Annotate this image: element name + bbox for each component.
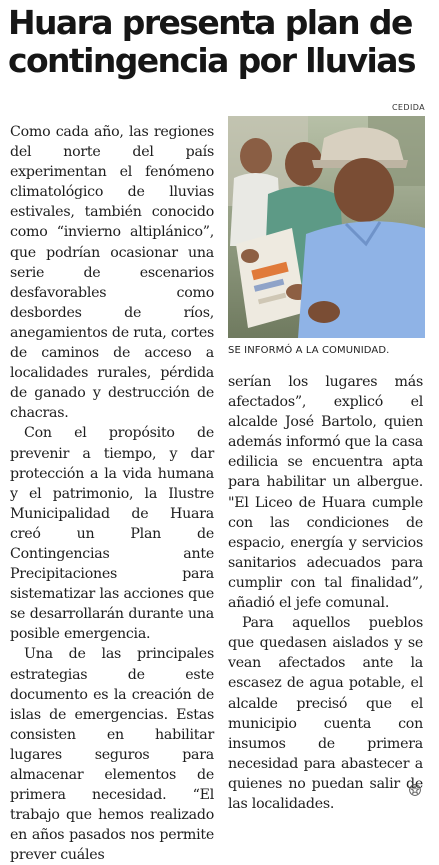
article-column-1 <box>10 122 214 865</box>
article-column-2 <box>228 372 423 814</box>
paragraph: Una de las principales estrategias de este documento es la creación de islas de emergencias. Estas consisten en habilitar lugares seguros para almacenar elementos de primera necesidad. “El trabajo que hemos realizado en años pasados nos permite prever cuáles <box>10 646 214 864</box>
star-end-mark-icon <box>409 784 421 796</box>
paragraph: Para aquellos pueblos que quedasen aislados y se vean afectados ante la escasez de agua potable, el alcalde precisó que el municipio cuenta con insumos de primera necesidad para abastecer a quienes no puedan salir de las localidades. <box>228 615 423 812</box>
paragraph: Como cada año, las regiones del norte del país experimentan el fenómeno climatológico de lluvias estivales, también conocido como “invierno altiplánico”, que podrían ocasionar una serie de escenarios desfavorables como desbordes de ríos, anegamientos de ruta, cortes de caminos de acceso a localidades rurales, pérdida de ganado y destrucción de chacras. <box>10 124 214 422</box>
article-headline: Huara presenta plan de contingencia por lluvias <box>8 3 415 80</box>
article-photo <box>228 116 425 338</box>
paragraph: Con el propósito de prevenir a tiempo, y dar protección a la vida humana y el patrimonio, la Ilustre Municipalidad de Huara creó un Plan de Contingencias ante Precipitaciones para sistematizar las acciones que se desarrollarán durante una posible emergencia. <box>10 425 214 643</box>
paragraph: serían los lugares más afectados”, explicó el alcalde José Bartolo, quien además informó que la casa edilicia se encuentra apta para habilitar un albergue. "El Liceo de Huara cumple con las condiciones de espacio, energía y servicios sanitarios adecuados para cumplir con tal finalidad”, añadió el jefe comunal. <box>228 374 423 612</box>
photo-caption: SE INFORMÓ A LA COMUNIDAD. <box>228 345 390 356</box>
photo-credit: CEDIDA <box>391 103 425 112</box>
photo-illustration <box>228 116 425 338</box>
